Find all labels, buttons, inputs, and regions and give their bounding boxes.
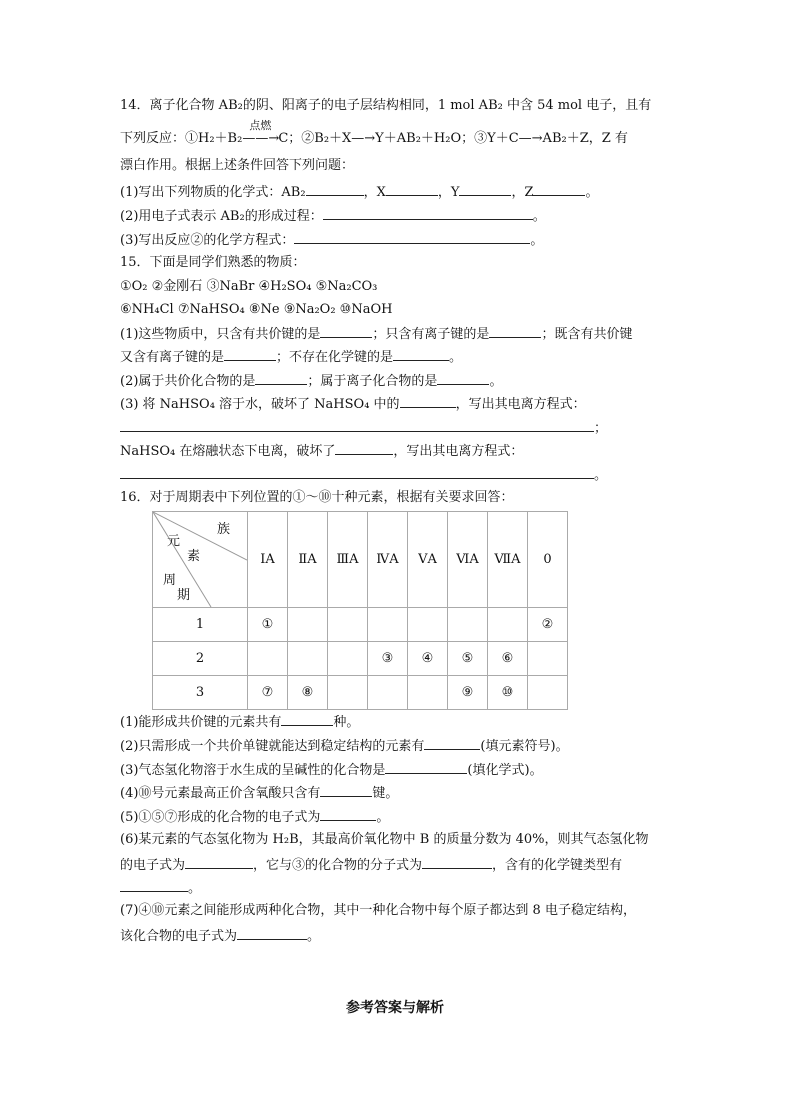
q16-sub5 [120, 807, 389, 826]
table-row [153, 676, 568, 710]
table-cell: ⑧ [288, 676, 328, 710]
q14-sub2-label: (2)用电子式表示 AB₂的形成过程： [120, 209, 323, 224]
table-cell: ① [248, 608, 288, 642]
table-cell: ⑦ [248, 676, 288, 710]
q15-sub3-line2 [120, 418, 607, 437]
table-cell [328, 676, 368, 710]
blank-covalent-only[interactable] [320, 324, 372, 338]
table-cell: ⑤ [448, 642, 488, 676]
q14-sub2-end: 。 [532, 209, 546, 224]
table-cell: ② [528, 608, 568, 642]
q15-s3d: ，写出其电离方程式： [393, 444, 524, 459]
table-cell: ⑨ [448, 676, 488, 710]
q16-s1b: 种。 [333, 715, 360, 730]
table-cell [528, 642, 568, 676]
q15-sub2 [120, 371, 502, 390]
q15-s3c: NaHSO₄ 在熔融状态下电离，破坏了 [120, 444, 336, 459]
q15-s1e: ；不存在化学键的是 [276, 350, 394, 365]
q16-sub6: (6)某元素的气态氢化物为 H₂B，其最高价氧化物中 B 的质量分数为 40%，则其气态氢化物 [120, 832, 649, 847]
group-header: ⅤA [408, 512, 448, 608]
q15-line2: ①O₂ ②金刚石 ③NaBr ④H₂SO₄ ⑤Na₂CO₃ [120, 279, 378, 294]
table-header-row [153, 512, 568, 608]
blank-x[interactable] [386, 182, 438, 196]
blank-count[interactable] [281, 712, 333, 726]
q16-s5a: (5)①⑤⑦形成的化合物的电子式为 [120, 810, 321, 825]
q15-s1c: ；既含有共价键 [541, 327, 633, 342]
q14-line3: 漂白作用。根据上述条件回答下列问题： [120, 158, 355, 173]
q15-sub3 [120, 394, 586, 413]
table-cell [448, 608, 488, 642]
blank-ab2[interactable] [306, 182, 364, 196]
blank-z[interactable] [533, 182, 585, 196]
group-header: ⅦA [488, 512, 528, 608]
q16-s3b: (填化学式)。 [467, 763, 543, 778]
group-header: ⅥA [448, 512, 488, 608]
blank-alkaline[interactable] [385, 760, 467, 774]
q15-sub1-cont [120, 347, 462, 366]
q15-s2b: ；属于离子化合物的是 [307, 374, 438, 389]
q16-sub7-cont [120, 926, 320, 945]
answer-section-title: 参考答案与解析 [346, 1000, 444, 1016]
blank-ionic-compound[interactable] [437, 371, 489, 385]
q16-s1a: (1)能形成共价键的元素共有 [120, 715, 282, 730]
group-header: 0 [528, 512, 568, 608]
blank-bond-types[interactable] [120, 878, 188, 892]
blank-water-equation[interactable] [120, 418, 594, 432]
period-label: 1 [153, 608, 248, 642]
q16-s3a: (3)气态氢化物溶于水生成的呈碱性的化合物是 [120, 763, 386, 778]
corner-zu: 族 [217, 522, 231, 537]
q16-sub6-cont [120, 855, 622, 874]
q15-sub3-line4 [120, 465, 607, 484]
q16-sub1 [120, 712, 359, 731]
blank-molecular-formula[interactable] [422, 855, 492, 869]
blank-both[interactable] [224, 347, 276, 361]
q15-line3: ⑥NH₄Cl ⑦NaHSO₄ ⑧Ne ⑨Na₂O₂ ⑩NaOH [120, 302, 393, 317]
q14-sub2 [120, 206, 546, 225]
q15-sub3-line3 [120, 441, 523, 460]
table-cell [288, 642, 328, 676]
q14-sub3 [120, 230, 543, 249]
table-cell [368, 676, 408, 710]
blank-compound-formula[interactable] [237, 926, 307, 940]
period-label: 2 [153, 642, 248, 676]
q14-sub3-end: 。 [530, 233, 544, 248]
table-cell [408, 608, 448, 642]
table-cell [248, 642, 288, 676]
group-header: ⅡA [288, 512, 328, 608]
table-cell: ④ [408, 642, 448, 676]
periodic-table [152, 511, 568, 710]
q15-s1-end: 。 [449, 350, 463, 365]
table-cell [368, 608, 408, 642]
q15-s3-end: 。 [594, 468, 608, 483]
blank-ionic-only[interactable] [489, 324, 541, 338]
q14-sub1-y: ，Y [437, 185, 460, 200]
q16-s2b: (填元素符号)。 [480, 739, 569, 754]
q16-line1: 16．对于周期表中下列位置的①～⑩十种元素，根据有关要求回答： [120, 490, 514, 505]
q14-line2-post: C；②B₂＋X—→Y＋AB₂＋H₂O；③Y＋C—→AB₂＋Z，Z 有 [278, 131, 628, 146]
group-header: ⅠA [248, 512, 288, 608]
blank-equation[interactable] [294, 230, 530, 244]
table-row [153, 608, 568, 642]
q14-sub1-label: (1)写出下列物质的化学式：AB₂ [120, 185, 306, 200]
table-cell: ⑥ [488, 642, 528, 676]
table-cell [408, 676, 448, 710]
blank-hydride-formula[interactable] [185, 855, 253, 869]
q16-sub3 [120, 760, 543, 779]
q16-s6e: 。 [188, 881, 202, 896]
blank-none[interactable] [393, 347, 449, 361]
blank-bond-type[interactable] [320, 783, 372, 797]
table-cell: ③ [368, 642, 408, 676]
table-cell [528, 676, 568, 710]
blank-melt-equation[interactable] [120, 465, 594, 479]
q14-sub1-x: ，X [363, 185, 386, 200]
q16-s4b: 键。 [372, 786, 399, 801]
q16-s7c: 。 [307, 929, 321, 944]
table-cell: ⑩ [488, 676, 528, 710]
q15-s2a: (2)属于共价化合物的是 [120, 374, 256, 389]
table-cell [488, 608, 528, 642]
q15-sub1 [120, 324, 632, 343]
q15-s3b: ，写出其电离方程式： [455, 397, 586, 412]
q16-sub7: (7)④⑩元素之间能形成两种化合物，其中一种化合物中每个原子都达到 8 电子稳定结构， [120, 903, 636, 918]
corner-yuan: 元 [167, 534, 181, 549]
q14-sub3-label: (3)写出反应②的化学方程式： [120, 233, 295, 248]
blank-water-broken[interactable] [400, 394, 456, 408]
corner-qi: 期 [177, 588, 191, 603]
q14-line2 [120, 119, 628, 147]
q16-s4a: (4)⑩号元素最高正价含氧酸只含有 [120, 786, 321, 801]
q15-s1b: ；只含有离子键的是 [372, 327, 490, 342]
table-cell [328, 608, 368, 642]
table-corner [153, 512, 248, 608]
q16-s2a: (2)只需形成一个共价单键就能达到稳定结构的元素有 [120, 739, 425, 754]
q15-s2-end: 。 [489, 374, 503, 389]
q15-s3a: (3) 将 NaHSO₄ 溶于水，破坏了 NaHSO₄ 中的 [120, 397, 400, 412]
q15-line1: 15．下面是同学们熟悉的物质： [120, 255, 306, 270]
group-header: ⅣA [368, 512, 408, 608]
q15-semicolon: ； [594, 421, 608, 436]
blank-formation[interactable] [323, 206, 533, 220]
table-cell [288, 608, 328, 642]
q16-s6d: ，含有的化学键类型有 [492, 858, 623, 873]
q16-sub4 [120, 783, 398, 802]
period-label: 3 [153, 676, 248, 710]
blank-melt-broken[interactable] [335, 441, 393, 455]
q16-s6b: 的电子式为 [120, 858, 186, 873]
corner-zhou: 周 [163, 573, 177, 588]
q14-line1: 14．离子化合物 AB₂的阴、阳离子的电子层结构相同，1 mol AB₂ 中含 54 mol 电子，且有 [120, 98, 652, 113]
q16-s6c: ，它与③的化合物的分子式为 [253, 858, 423, 873]
reaction-condition: 点燃 [249, 119, 272, 132]
blank-single-bond[interactable] [424, 736, 480, 750]
table-cell [328, 642, 368, 676]
q16-sub6-line3 [120, 878, 201, 897]
corner-su: 素 [187, 549, 201, 564]
blank-y[interactable] [459, 182, 511, 196]
group-header: ⅢA [328, 512, 368, 608]
q16-s7b: 该化合物的电子式为 [120, 929, 238, 944]
blank-electron-formula[interactable] [320, 807, 376, 821]
blank-covalent-compound[interactable] [255, 371, 307, 385]
q14-line2-pre: 下列反应：①H₂＋B₂ [120, 131, 243, 146]
q14-sub1 [120, 182, 599, 201]
q15-s1d: 又含有离子键的是 [120, 350, 225, 365]
reaction-arrow: 点燃 ——→ [242, 119, 280, 146]
q16-sub2 [120, 736, 569, 755]
table-row [153, 642, 568, 676]
q14-sub1-end: 。 [585, 185, 599, 200]
q15-s1a: (1)这些物质中，只含有共价键的是 [120, 327, 321, 342]
q14-sub1-z: ，Z [511, 185, 534, 200]
q16-s5b: 。 [376, 810, 390, 825]
